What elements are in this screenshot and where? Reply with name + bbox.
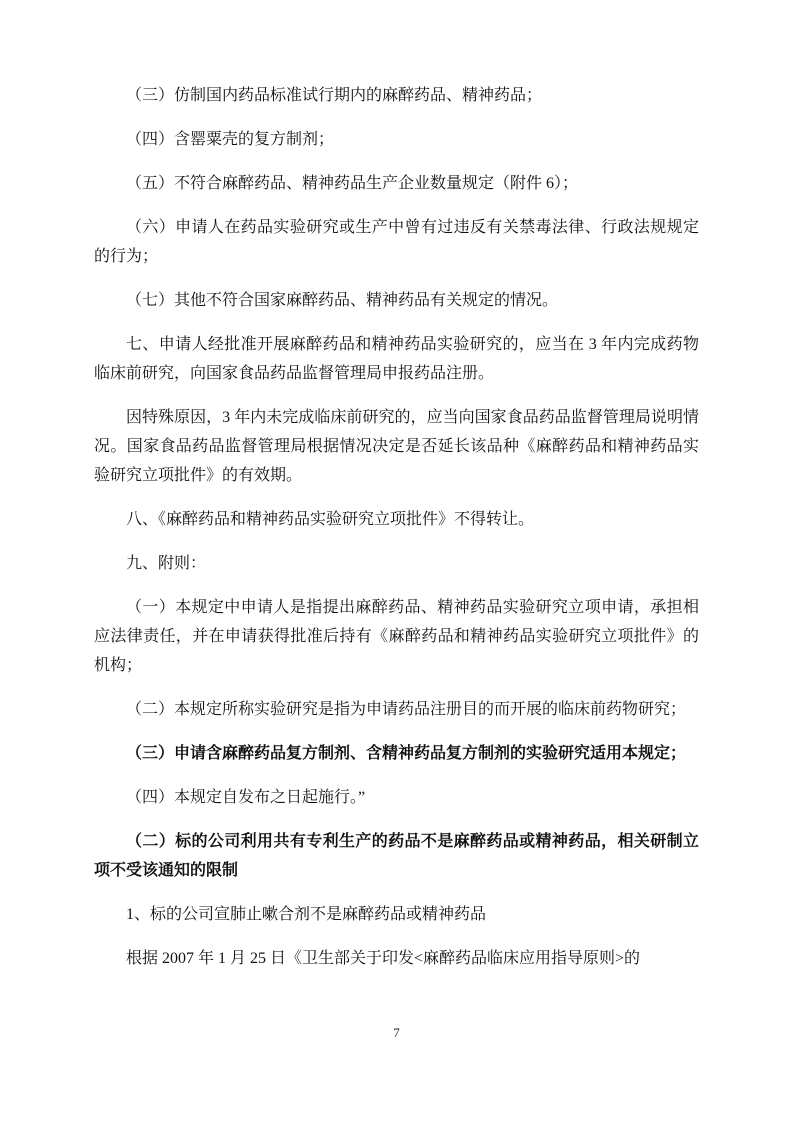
paragraph: 根据 2007 年 1 月 25 日《卫生部关于印发<麻醉药品临床应用指导原则>的 bbox=[126, 950, 641, 967]
paragraph: （五）不符合麻醉药品、精神药品生产企业数量规定（附件 6）； bbox=[126, 175, 579, 192]
paragraph: 因特殊原因，3 年内未完成临床前研究的，应当向国家食品药品监督管理局说明情况。国家食品药品监督管理局根据情况决定是否延长该品种《麻醉药品和精神药品实验研究立项批件》的有效期。 bbox=[94, 409, 699, 484]
paragraph: 七、申请人经批准开展麻醉药品和精神药品实验研究的，应当在 3 年内完成药物临床前研究，向国家食品药品监督管理局申报药品注册。 bbox=[94, 336, 699, 382]
paragraph: 八、《麻醉药品和精神药品实验研究立项批件》不得转让。 bbox=[126, 511, 535, 528]
paragraph: （七）其他不符合国家麻醉药品、精神药品有关规定的情况。 bbox=[126, 292, 559, 309]
document-body bbox=[94, 81, 699, 988]
paragraph: （六）申请人在药品实验研究或生产中曾有过违反有关禁毒法律、行政法规规定的行为； bbox=[94, 219, 699, 265]
paragraph: （三）仿制国内药品标准试行期内的麻醉药品、精神药品； bbox=[126, 87, 543, 104]
paragraph: （四）含罂粟壳的复方制剂； bbox=[126, 131, 335, 148]
page-number: 7 bbox=[393, 1025, 400, 1040]
paragraph: （四）本规定自发布之日起施行。” bbox=[126, 789, 366, 806]
paragraph: 九、附则： bbox=[126, 555, 207, 572]
section-heading: （二）标的公司利用共有专利生产的药品不是麻醉药品或精神药品，相关研制立项不受该通知的限制 bbox=[94, 833, 699, 879]
paragraph: （二）本规定所称实验研究是指为申请药品注册目的而开展的临床前药物研究； bbox=[126, 701, 687, 718]
paragraph: （一）本规定中申请人是指提出麻醉药品、精神药品实验研究立项申请，承担相应法律责任，并在申请获得批准后持有《麻醉药品和精神药品实验研究立项批件》的机构； bbox=[94, 599, 699, 674]
paragraph: 1、标的公司宣肺止嗽合剂不是麻醉药品或精神药品 bbox=[126, 906, 487, 923]
paragraph-bold: （三）申请含麻醉药品复方制剂、含精神药品复方制剂的实验研究适用本规定； bbox=[126, 745, 687, 762]
